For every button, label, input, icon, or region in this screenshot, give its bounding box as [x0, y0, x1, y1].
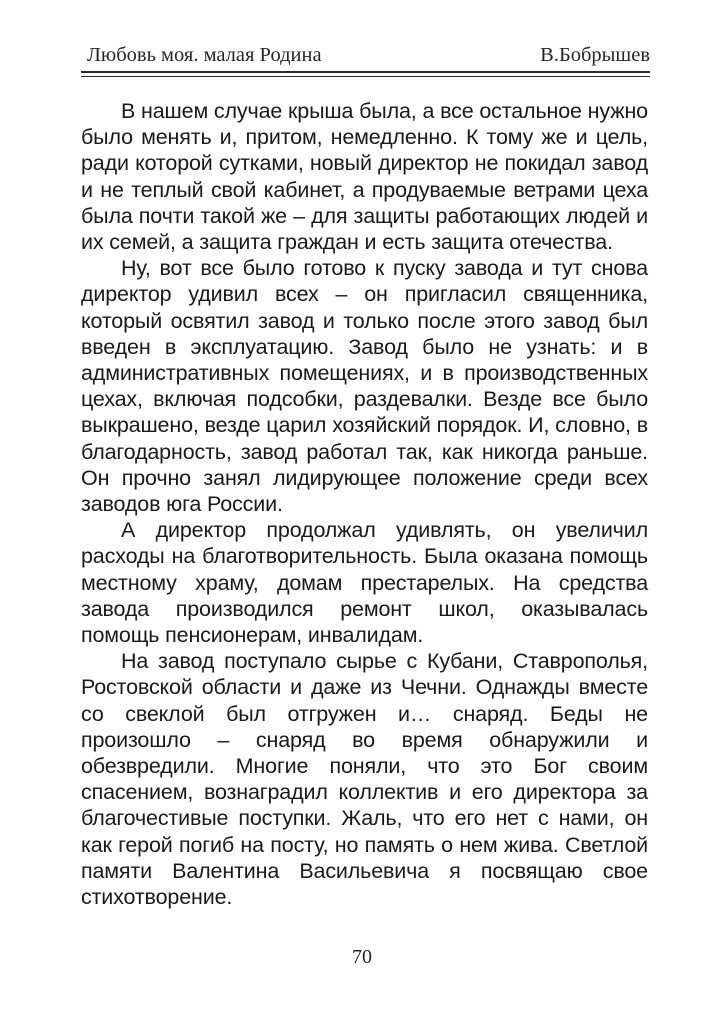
paragraph-1: В нашем случае крыша была, а все остальное нужно было менять и, притом, немедленно. К тому же и цель, ради которой сутками, новый директор не покидал завод и не теплый свой кабинет, а продуваемые ветрами цеха была почти такой же – для защиты работающих людей и их семей, а защита граждан и есть защита отечества.: [81, 99, 648, 255]
header-author: В.Бобрышев: [540, 44, 650, 66]
header-rule: [81, 71, 650, 77]
body-text: [81, 98, 648, 910]
paragraph-4: На завод поступало сырье с Кубани, Ставрополья, Ростовской области и даже из Чечни. Однажды вместе со свеклой был отгружен и… снаряд. Беды не произошло – снаряд во время обнаружили и обезвредили. Многие поняли, что это Бог своим спасением, вознаградил коллектив и его директора за благочестивые поступки. Жаль, что его нет с нами, он как герой погиб на посту, но память о нем жива. Светлой памяти Валентина Васильевича я посвящаю свое стихотворение.: [81, 649, 648, 910]
header-book-title: Любовь моя. малая Родина: [87, 44, 322, 66]
paragraph-2: Ну, вот все было готово к пуску завода и тут снова директор удивил всех – он пригласил священника, который освятил завод и только после этого завод был введен в эксплуатацию. Завод было не узнать: и в административных помещениях, и в производственных цехах, включая подсобки, раздевалки. Везде все было выкрашено, везде царил хозяйский порядок. И, словно, в благодарность, завод работал так, как никогда раньше. Он прочно занял лидирующее положение среди всех заводов юга России.: [81, 256, 648, 517]
running-header: [81, 43, 650, 67]
paragraph-3: А директор продолжал удивлять, он увеличил расходы на благотворительность. Была оказана помощь местному храму, домам престарелых. На средства завода производился ремонт школ, оказывалась помощь пенсионерам, инвалидам.: [81, 518, 648, 648]
page-number: 70: [352, 946, 372, 968]
